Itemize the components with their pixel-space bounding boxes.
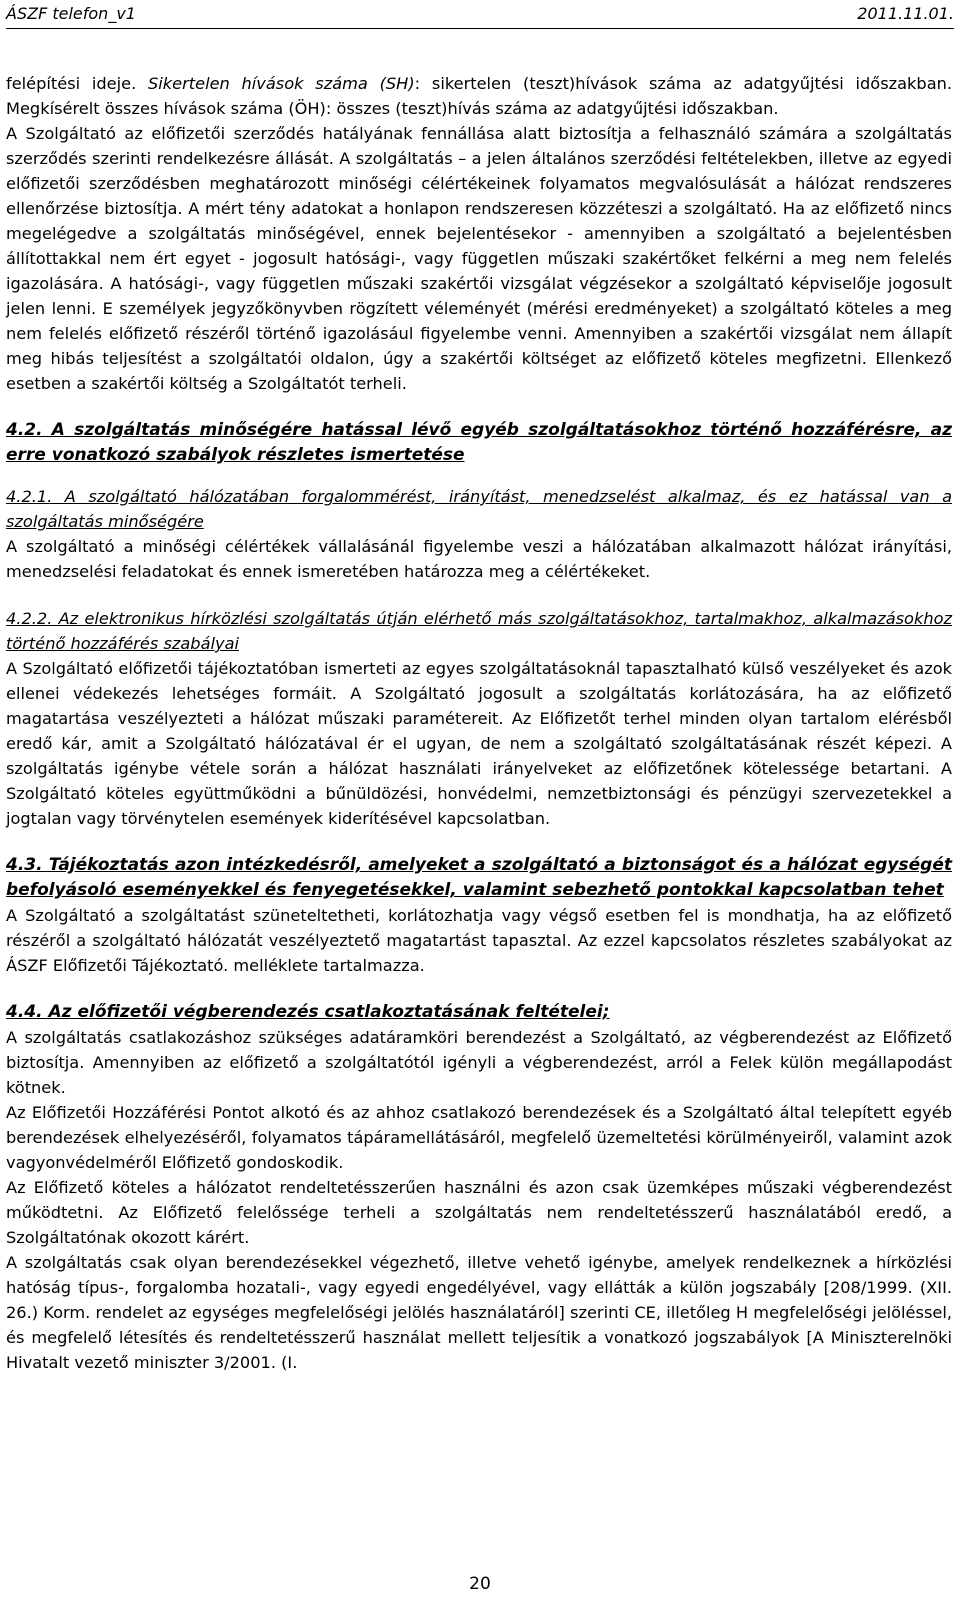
page-header <box>6 4 954 29</box>
page-number: 20 <box>469 1574 491 1594</box>
paragraph-availability: A Szolgáltató az előfizetői szerződés hatályának fennállása alatt biztosítja a felhasználó számára a szolgáltatás szerződés szerinti rendelkezésre állását. A szolgáltatás – a jelen általános szerződési feltételekben, illetve az egyedi előfizetői szerződésben meghatározott minőségi célértékeinek folyamatos megvalósulását a hálózat rendszeres ellenőrzése biztosítja. A mért tény adatokat a honlapon rendszeresen közzéteszi a szolgáltató. Ha az előfizető nincs megelégedve a szolgáltatás minőségével, ennek bejelentésekor - amennyiben a szolgáltató a bejelentésben állítottakkal nem ért egyet - jogosult hatósági-, vagy független műszaki szakértőket felkérni a meg nem felelés igazolására. A hatósági-, vagy független műszaki szakértői vizsgálat végzésekor a szolgáltató képviselője jogosult jelen lenni. E személyek jegyzőkönyvben rögzített véleményét (mérési eredményeket) a szolgáltató köteles a meg nem felelés előfizető részéről történő igazolásául figyelembe venni. Amennyiben a szakértői vizsgálat nem állapít meg hibás teljesítést a szolgáltatói oldalon, úgy a szakértői költséget az előfizető köteles megfizetni. Ellenkező esetben a szakértői költség a Szolgáltatót terheli. <box>6 124 952 393</box>
paragraph-lead: felépítési ideje. <box>6 74 148 93</box>
term-sh: Sikertelen hívások száma (SH) <box>148 74 415 93</box>
section-heading-4-3: 4.3. Tájékoztatás azon intézkedésről, amelyeket a szolgáltató a biztonságot és a hálózat egységét befolyásoló eseményekkel és fenyegetésekkel, valamint sebezhető pontokkal kapcsolatban tehet <box>6 855 952 900</box>
section-text-4-4-b: Az Előfizetői Hozzáférési Pontot alkotó és az ahhoz csatlakozó berendezések és a Szolgáltató által telepített egyéb berendezések elhelyezéséről, folyamatos tápáramellátásáról, megfelelő üzemeltetési körülményeiről, valamint azok vagyonvédelméről Előfizető gondoskodik. <box>6 1103 952 1172</box>
section-text-4-4-c: Az Előfizető köteles a hálózatot rendeltetésszerűen használni és azon csak üzemképes műszaki végberendezést működtetni. Az Előfizető felelőssége terheli a szolgáltatás nem rendeltetésszerű használatából eredő, a Szolgáltatónak okozott kárért. <box>6 1178 952 1247</box>
paragraph-call-metrics <box>6 71 952 121</box>
section-heading-4-2-1: 4.2.1. A szolgáltató hálózatában forgalommérést, irányítást, menedzselést alkalmaz, és ez hatással van a szolgáltatás minőségére <box>6 487 952 531</box>
document-title: ÁSZF telefon_v1 <box>6 4 136 23</box>
section-text-4-2-2: A Szolgáltató előfizetői tájékoztatóban ismerteti az egyes szolgáltatásoknál tapasztalható külső veszélyeket és azok ellenei védekezés lehetséges formáit. A Szolgáltató jogosult a szolgáltatás korlátozására, ha az előfizető magatartása veszélyezteti a hálózat műszaki paramétereit. Az Előfizetőt terhel minden olyan tartalom elérésből eredő kár, amit a Szolgáltató hálózatával ér el ugyan, de nem a szolgáltató szolgáltatásának részét képezi. A szolgáltatás igénybe vétele során a hálózat használati irányelveket az előfizetőnek kötelessége betartani. A Szolgáltató köteles együttműködni a bűnüldözési, honvédelmi, nemzetbiztonsági és pénzügyi szervezetekkel a jogtalan vagy törvénytelen események kiderítésével kapcsolatban. <box>6 659 952 828</box>
section-text-4-2-1: A szolgáltató a minőségi célértékek vállalásánál figyelembe veszi a hálózatában alkalmazott hálózat irányítási, menedzselési feladatokat és ennek ismeretében határozza meg a célértékeket. <box>6 537 952 581</box>
section-heading-4-4: 4.4. Az előfizetői végberendezés csatlakoztatásának feltételei; <box>6 1002 610 1022</box>
document-date: 2011.11.01. <box>857 4 954 23</box>
document-body <box>6 71 952 1375</box>
section-heading-4-2-2: 4.2.2. Az elektronikus hírközlési szolgáltatás útján elérhető más szolgáltatásokhoz, tartalmakhoz, alkalmazásokhoz történő hozzáférés szabályai <box>6 609 952 653</box>
paragraph-rest: : sikertelen (teszt)hívások száma az adatgyűjtési időszakban. Megkísérelt összes hívások száma (ÖH): összes (teszt)hívás száma az adatgyűjtési időszakban. <box>6 74 953 118</box>
section-heading-4-2: 4.2. A szolgáltatás minőségére hatással lévő egyéb szolgáltatásokhoz történő hozzáférésre, az erre vonatkozó szabályok részletes ismertetése <box>6 420 952 465</box>
section-text-4-3: A Szolgáltató a szolgáltatást szüneteltetheti, korlátozhatja vagy végső esetben fel is mondhatja, ha az előfizető részéről a szolgáltató hálózatát veszélyeztető magatartást tapasztal. Az ezzel kapcsolatos részletes szabályokat az ÁSZF Előfizetői Tájékoztató. melléklete tartalmazza. <box>6 906 952 975</box>
section-text-4-4-a: A szolgáltatás csatlakozáshoz szükséges adatáramköri berendezést a Szolgáltató, az végberendezést az Előfizető biztosítja. Amennyiben az előfizető a szolgáltatótól igényli a végberendezést, arról a Felek külön megállapodást kötnek. <box>6 1028 952 1097</box>
section-text-4-4-d: A szolgáltatás csak olyan berendezésekkel végezhető, illetve vehető igénybe, amelyek rendelkeznek a hírközlési hatóság típus-, forgalomba hozatali-, vagy egyedi engedélyével, vagy ellátták a külön jogszabály [208/1999. (XII. 26.) Korm. rendelet az egységes megfelelőségi jelölés használatáról] szerinti CE, illetőleg H megfelelőségi jelöléssel, és megfelelő létesítés és rendeltetésszerű használat mellett teljesítik a vonatkozó jogszabályok [A Miniszterelnöki Hivatalt vezető miniszter 3/2001. (I. <box>6 1253 952 1372</box>
